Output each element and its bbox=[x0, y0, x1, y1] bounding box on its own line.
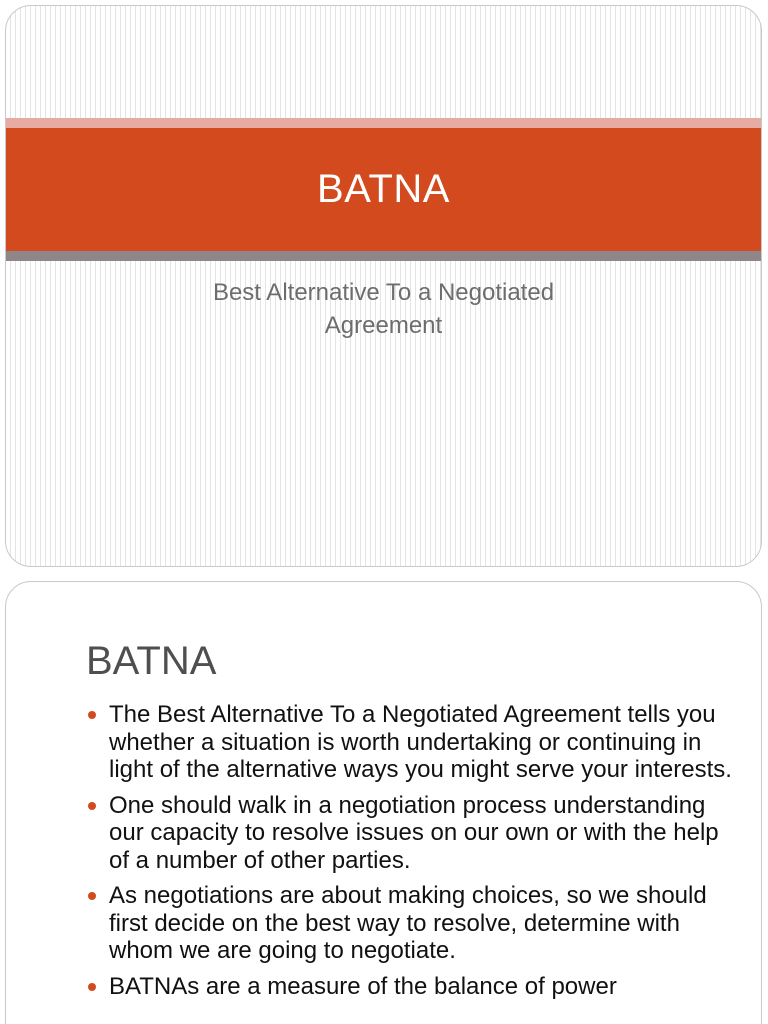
title-band bbox=[6, 128, 761, 251]
slide-title: BATNA bbox=[317, 167, 450, 211]
slide-subtitle bbox=[6, 276, 761, 342]
subtitle-line-1: Best Alternative To a Negotiated bbox=[212, 279, 555, 306]
bullet-dot-icon bbox=[88, 983, 96, 991]
list-item bbox=[86, 973, 736, 1001]
list-item bbox=[86, 792, 736, 875]
bullet-text: The Best Alternative To a Negotiated Agreement tells you whether a situation is worth undertaking or continuing in light of the alternative ways you might serve your interests. bbox=[109, 701, 732, 783]
bullet-text: As negotiations are about making choices, so we should first decide on the best way to resolve, determine with whom we are going to negotiate. bbox=[109, 882, 707, 964]
bullet-text: One should walk in a negotiation process understanding our capacity to resolve issues on our own or with the help of a number of other parties. bbox=[109, 791, 719, 874]
subtitle-line-2: Agreement bbox=[324, 312, 443, 339]
bullet-dot-icon bbox=[88, 892, 96, 900]
accent-strip bbox=[6, 118, 761, 128]
list-item bbox=[86, 882, 736, 965]
bullet-dot-icon bbox=[88, 711, 96, 719]
slide-heading: BATNA bbox=[86, 639, 217, 683]
bullet-list bbox=[86, 701, 736, 1008]
content-slide bbox=[5, 581, 762, 1024]
divider-strip bbox=[6, 251, 761, 261]
bullet-dot-icon bbox=[88, 802, 96, 810]
list-item bbox=[86, 701, 736, 784]
title-slide bbox=[5, 5, 762, 567]
bullet-text: BATNAs are a measure of the balance of power bbox=[109, 972, 617, 1000]
